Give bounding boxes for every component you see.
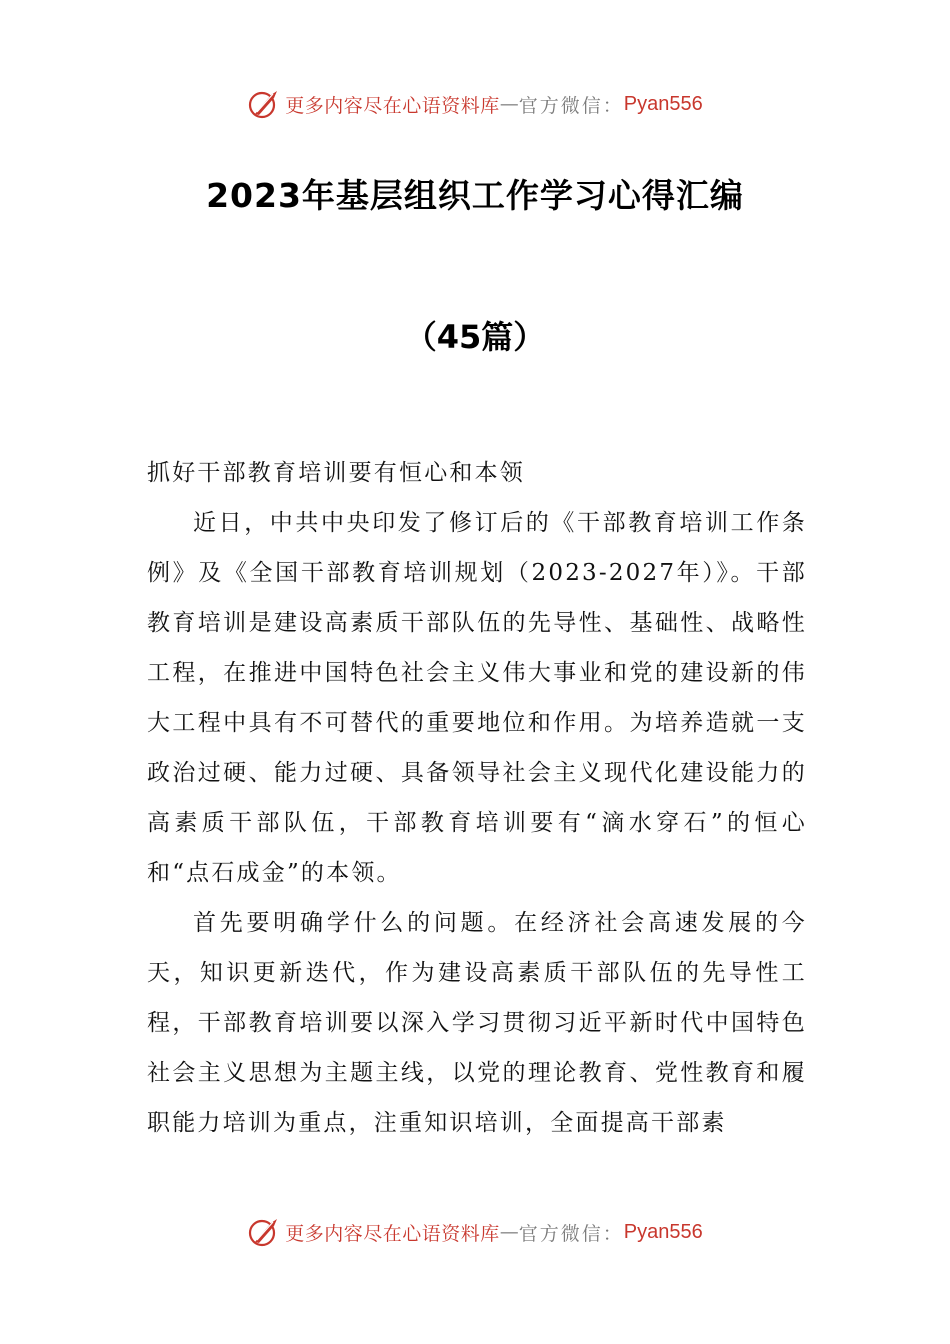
document-title: 2023年基层组织工作学习心得汇编 [206, 176, 744, 215]
watermark-text: 更多内容尽在心语资料库 [285, 1222, 500, 1245]
article-title: 抓好干部教育培训要有恒心和本领 [147, 460, 525, 486]
document-subtitle: （45篇） [404, 318, 546, 356]
header-watermark [0, 84, 950, 124]
quill-pen-logo-icon [247, 87, 281, 121]
paragraph: 近日，中共中央印发了修订后的《干部教育培训工作条例》及《全国干部教育培训规划（2023-2027年）》。干部教育培训是建设高素质干部队伍的先导性、基础性、战略性工程，在推进中国特色社会主义伟大事业和党的建设新的伟大工程中具有不可替代的重要地位和作用。为培养造就一支政治过硬、能力过硬、具备领导社会主义现代化建设能力的高素质干部队伍，干部教育培训要有“滴水穿石”的恒心和“点石成金”的本领。 [147, 510, 807, 886]
watermark-separator: — [499, 1221, 519, 1243]
footer-watermark [0, 1212, 950, 1252]
watermark-wechat-id: Pyan556 [623, 1220, 703, 1243]
paragraph: 首先要明确学什么的问题。在经济社会高速发展的今天，知识更新迭代，作为建设高素质干部队伍的先导性工程，干部教育培训要以深入学习贯彻习近平新时代中国特色社会主义思想为主题主线，以党的理论教育、党性教育和履职能力培训为重点，注重知识培训，全面提高干部素 [147, 910, 807, 1136]
watermark-separator: — [499, 93, 519, 115]
watermark-wechat-id: Pyan556 [623, 92, 703, 115]
watermark-text: 更多内容尽在心语资料库 [285, 94, 500, 117]
watermark-official-label: 官方微信： [518, 94, 624, 117]
document-body [147, 448, 807, 1148]
watermark-official-label: 官方微信： [518, 1222, 624, 1245]
quill-pen-logo-icon [247, 1215, 281, 1249]
